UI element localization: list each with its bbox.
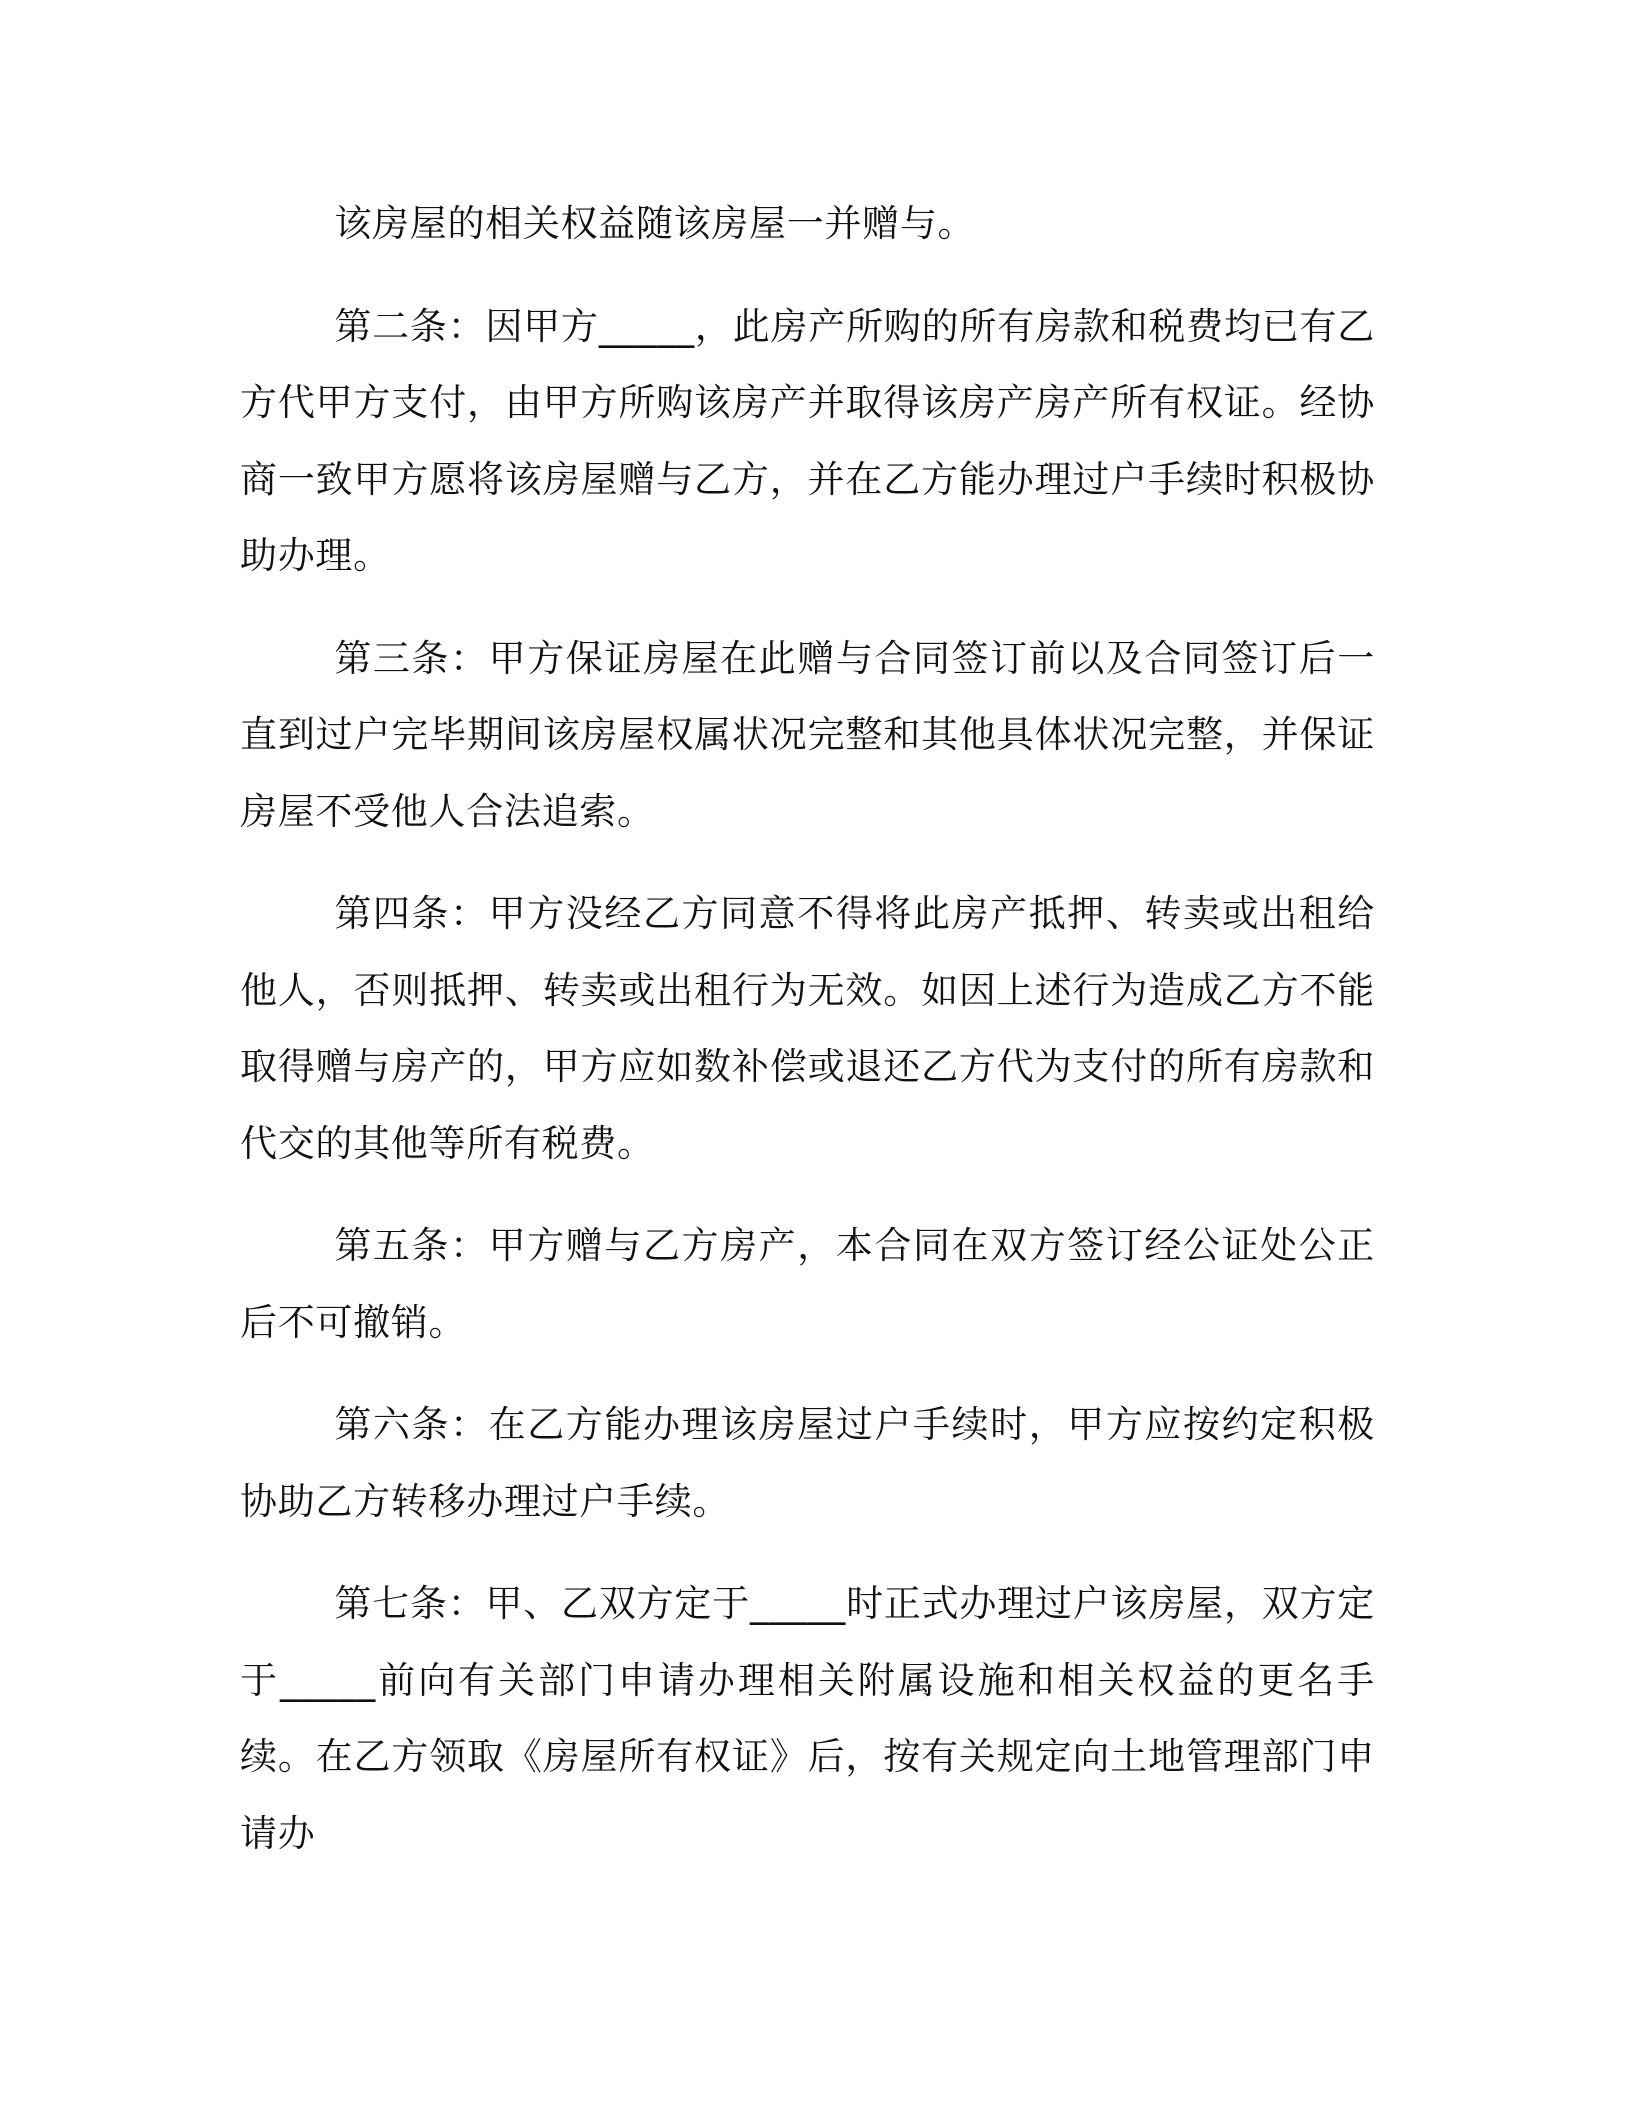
contract-body	[240, 186, 1375, 1872]
paragraph-gift-rights: 该房屋的相关权益随该房屋一并赠与。	[334, 202, 976, 245]
paragraph-article-7: 第七条：甲、乙双方定于_____时正式办理过户该房屋，双方定于_____前向有关部门申请办理相关附属设施和相关权益的更名手续。在乙方领取《房屋所有权证》后，按有关规定向土地管理部门申请办	[240, 1582, 1375, 1855]
paragraph-article-4: 第四条：甲方没经乙方同意不得将此房产抵押、转卖或出租给他人，否则抵押、转卖或出租行为无效。如因上述行为造成乙方不能取得赠与房产的，甲方应如数补偿或退还乙方代为支付的所有房款和代交的其他等所有税费。	[240, 892, 1375, 1165]
paragraph-article-5: 第五条：甲方赠与乙方房产，本合同在双方签订经公证处公正后不可撤销。	[240, 1224, 1375, 1344]
paragraph-article-3: 第三条：甲方保证房屋在此赠与合同签订前以及合同签订后一直到过户完毕期间该房屋权属状况完整和其他具体状况完整，并保证房屋不受他人合法追索。	[240, 636, 1375, 833]
paragraph-article-6: 第六条：在乙方能办理该房屋过户手续时，甲方应按约定积极协助乙方转移办理过户手续。	[240, 1403, 1375, 1523]
paragraph-article-2: 第二条：因甲方_____，此房产所购的所有房款和税费均已有乙方代甲方支付，由甲方所购该房产并取得该房产房产所有权证。经协商一致甲方愿将该房屋赠与乙方，并在乙方能办理过户手续时积极协助办理。	[240, 304, 1375, 577]
